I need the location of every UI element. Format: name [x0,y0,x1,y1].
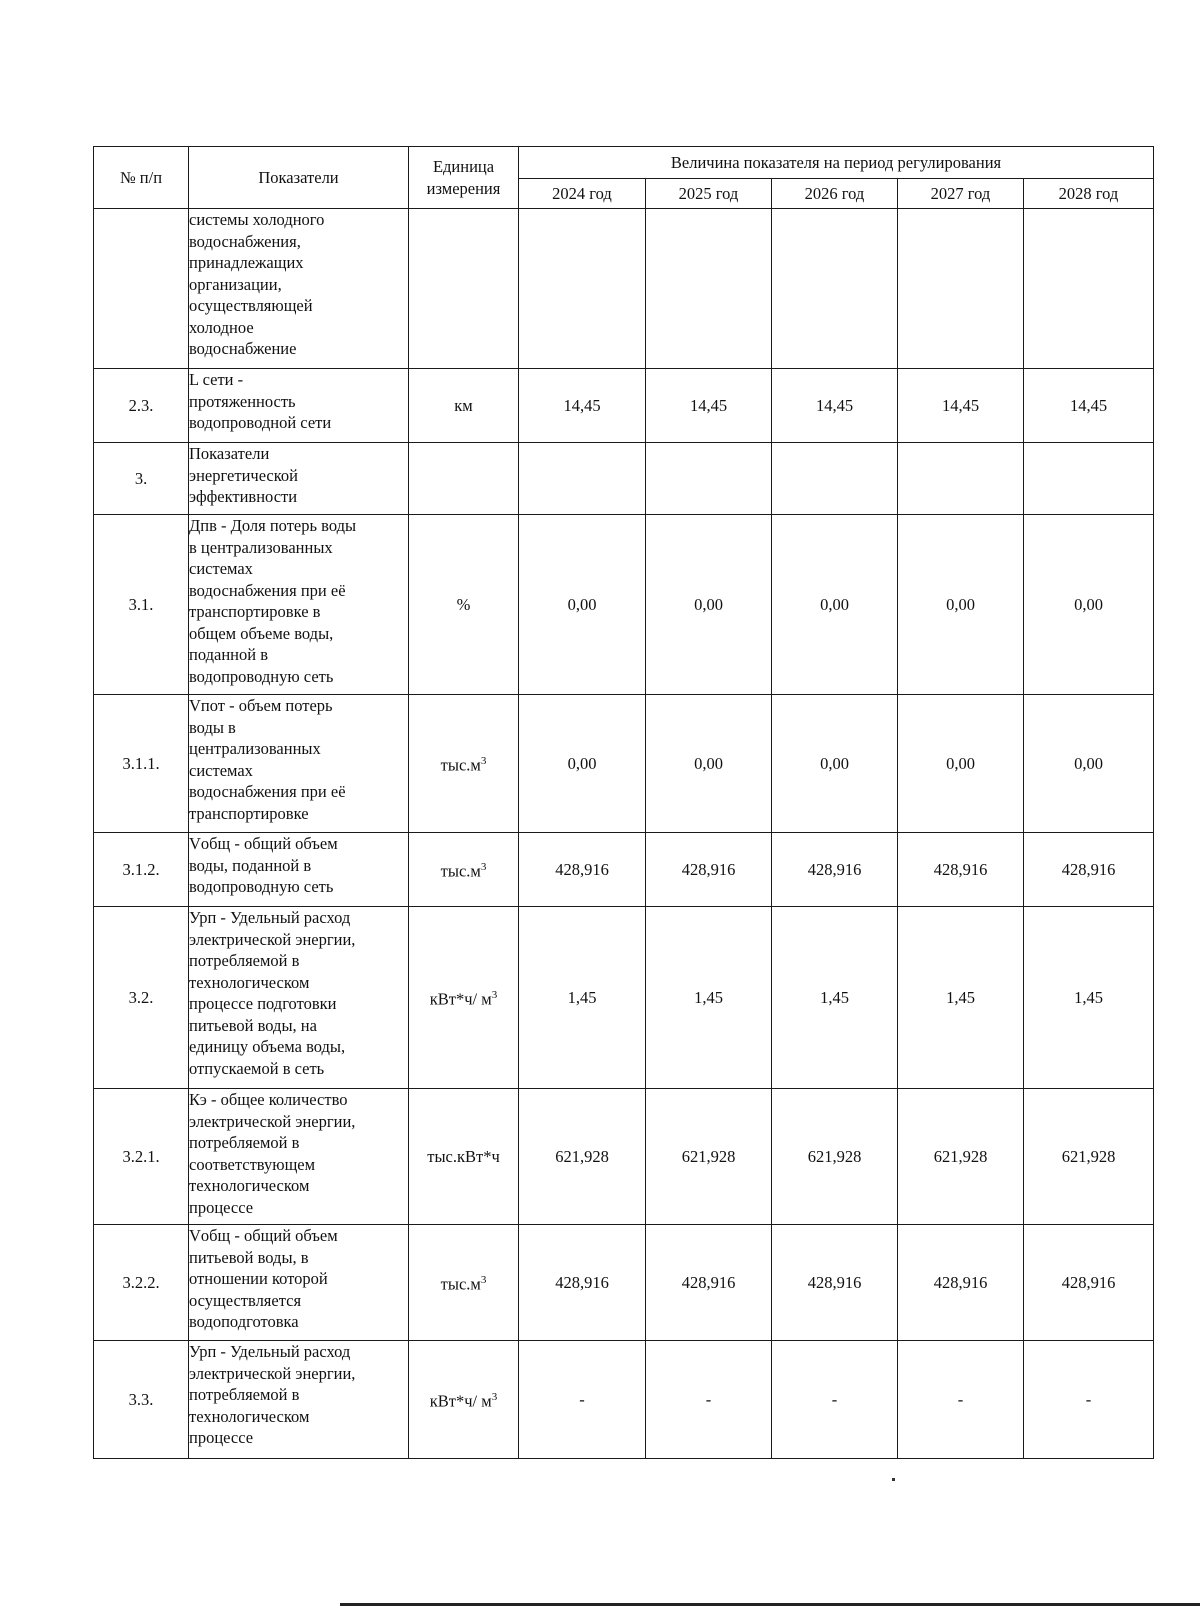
row-unit [409,369,519,443]
indicator-name-line: потребляемой в [189,1385,300,1404]
row-unit [409,1225,519,1341]
indicator-name-line: L сети - [189,370,244,389]
indicator-name-line: холодное [189,317,254,337]
row-unit [409,907,519,1089]
row-number: 3.1. [94,515,189,695]
indicator-name-line: отношении которой [189,1269,328,1288]
row-number: 3.2.1. [94,1089,189,1225]
row-value-2027: 0,00 [898,515,1024,695]
indicator-name-line: системах [189,760,253,780]
row-number: 3.1.1. [94,695,189,833]
indicator-name-line: в централизованных [189,537,333,557]
row-unit [409,695,519,833]
row-value-2027 [898,443,1024,515]
indicator-name-line: водоснабжения при её [189,782,346,801]
table-row [94,369,1154,443]
indicator-name-line: Vобщ - общий объем [189,1226,338,1245]
header-year-2027: 2027 год [898,179,1024,209]
indicator-name-line: транспортировке [189,803,309,823]
row-number: 2.3. [94,369,189,443]
row-value-2024 [519,443,646,515]
indicator-name-line: электрической энергии, [189,929,356,949]
row-number [94,209,189,369]
unit-text: тыс.м [440,1274,481,1294]
indicator-name-line: организации, [189,274,282,294]
indicator-name-line: осуществляется [189,1290,302,1310]
row-unit [409,1341,519,1459]
row-number: 3.3. [94,1341,189,1459]
unit-text: % [456,594,471,614]
row-unit [409,209,519,369]
indicator-name-line: процессе [189,1428,254,1447]
indicator-name-line: водоснабжения, [189,231,301,251]
row-value-2027: 621,928 [898,1089,1024,1225]
row-value-2027: 1,45 [898,907,1024,1089]
row-value-2027: 0,00 [898,695,1024,833]
row-value-2027: - [898,1341,1024,1459]
row-value-2024: 428,916 [519,833,646,907]
row-value-2027: 14,45 [898,369,1024,443]
table-row [94,833,1154,907]
row-value-2024: 14,45 [519,369,646,443]
scan-edge-line [340,1603,1200,1606]
unit-text: кВт*ч/ м [429,1391,492,1411]
indicator-name-line: технологическом [189,1176,310,1195]
row-number: 3. [94,443,189,515]
unit-text: тыс.кВт*ч [427,1146,500,1166]
row-value-2024: 621,928 [519,1089,646,1225]
table-row [94,209,1154,369]
row-value-2025: 1,45 [646,907,772,1089]
row-value-2026 [772,443,898,515]
indicator-name-line: Показатели [189,444,270,463]
row-value-2026: 428,916 [772,1225,898,1341]
table-row [94,1225,1154,1341]
row-value-2028: 428,916 [1024,833,1154,907]
row-value-2028: 1,45 [1024,907,1154,1089]
row-value-2027 [898,209,1024,369]
unit-superscript: 3 [480,1274,487,1286]
scan-dot [892,1478,895,1481]
indicator-name-line: технологическом [189,972,310,992]
header-unit [409,147,519,209]
indicator-name-line: воды, поданной в [189,855,312,875]
row-number: 3.2. [94,907,189,1089]
table-row [94,443,1154,515]
row-value-2026 [772,209,898,369]
row-indicator-name [189,695,409,833]
indicator-name-line: принадлежащих [189,253,304,272]
indicator-name-line: Кэ - общее количество [189,1090,348,1109]
table-row [94,907,1154,1089]
indicator-name-line: Урп - Удельный расход [189,1342,351,1361]
row-indicator-name [189,443,409,515]
row-value-2024 [519,209,646,369]
header-year-2025: 2025 год [646,179,772,209]
row-value-2028 [1024,209,1154,369]
row-value-2028: - [1024,1341,1154,1459]
indicator-name-line: процессе [189,1197,254,1217]
row-unit [409,443,519,515]
header-indicators: Показатели [189,147,409,209]
row-value-2025 [646,443,772,515]
row-value-2026: - [772,1341,898,1459]
indicator-name-line: потребляемой в [189,1133,300,1152]
header-unit-line2: измерения [426,178,501,198]
row-indicator-name [189,1341,409,1459]
unit-superscript: 3 [491,1391,498,1403]
row-value-2027: 428,916 [898,833,1024,907]
indicator-name-line: системах [189,559,253,578]
row-value-2024: 0,00 [519,515,646,695]
indicator-name-line: Дпв - Доля потерь воды [189,516,357,535]
row-value-2025: - [646,1341,772,1459]
indicator-name-line: воды в [189,717,236,737]
row-indicator-name [189,833,409,907]
row-number: 3.1.2. [94,833,189,907]
indicator-name-line: водопроводную сеть [189,666,334,686]
indicator-name-line: общем объеме воды, [189,623,334,643]
indicator-name-line: соответствующем [189,1154,316,1174]
indicator-name-line: электрической энергии, [189,1363,356,1383]
header-year-2028: 2028 год [1024,179,1154,209]
table-row [94,1341,1154,1459]
indicator-name-line: централизованных [189,739,321,758]
unit-text: км [454,395,473,415]
row-indicator-name [189,515,409,695]
indicator-name-line: технологическом [189,1406,310,1426]
table-header [94,147,1154,209]
row-value-2026: 0,00 [772,515,898,695]
header-period: Величина показателя на период регулирования [519,147,1154,179]
header-num: № п/п [94,147,189,209]
indicator-name-line: осуществляющей [189,296,313,315]
table-row [94,695,1154,833]
indicator-name-line: процессе подготовки [189,994,337,1013]
indicator-name-line: эффективности [189,487,298,506]
indicator-name-line: Vобщ - общий объем [189,834,338,853]
row-indicator-name [189,1089,409,1225]
indicator-name-line: водопроводную сеть [189,877,334,896]
row-value-2028: 621,928 [1024,1089,1154,1225]
header-year-2024: 2024 год [519,179,646,209]
row-value-2024: 1,45 [519,907,646,1089]
row-indicator-name [189,209,409,369]
row-value-2025: 0,00 [646,695,772,833]
indicator-name-line: водопроводной сети [189,413,332,432]
unit-text: тыс.м [440,755,481,775]
row-value-2028: 0,00 [1024,515,1154,695]
row-value-2024: 0,00 [519,695,646,833]
unit-superscript: 3 [491,989,498,1001]
row-value-2026: 621,928 [772,1089,898,1225]
indicator-name-line: потребляемой в [189,951,300,970]
row-value-2026: 428,916 [772,833,898,907]
indicator-name-line: системы холодного [189,210,325,229]
indicator-name-line: протяженность [189,391,296,411]
indicator-name-line: водоснабжение [189,339,297,358]
row-number: 3.2.2. [94,1225,189,1341]
indicator-name-line: поданной в [189,645,268,664]
row-value-2026: 14,45 [772,369,898,443]
unit-text: кВт*ч/ м [429,989,492,1009]
header-year-2026: 2026 год [772,179,898,209]
row-value-2024: 428,916 [519,1225,646,1341]
row-value-2028 [1024,443,1154,515]
indicator-name-line: Vпот - объем потерь [189,696,333,715]
row-unit [409,515,519,695]
unit-superscript: 3 [480,755,487,767]
row-value-2025 [646,209,772,369]
indicator-name-line: единицу объема воды, [189,1037,346,1056]
row-value-2025: 428,916 [646,1225,772,1341]
row-indicator-name [189,907,409,1089]
row-value-2025: 428,916 [646,833,772,907]
row-indicator-name [189,369,409,443]
unit-text: тыс.м [440,861,481,881]
row-value-2028: 14,45 [1024,369,1154,443]
indicator-name-line: водоснабжения при её [189,580,346,600]
indicator-name-line: водоподготовка [189,1312,299,1331]
indicator-name-line: транспортировке в [189,602,321,621]
unit-superscript: 3 [480,861,487,873]
header-unit-line1: Единица [432,157,495,176]
indicator-name-line: энергетической [189,465,299,485]
indicator-name-line: питьевой воды, на [189,1015,317,1035]
table-body [94,209,1154,1459]
table-row [94,515,1154,695]
indicator-name-line: Урп - Удельный расход [189,908,351,927]
row-value-2026: 1,45 [772,907,898,1089]
row-indicator-name [189,1225,409,1341]
indicator-name-line: отпускаемой в сеть [189,1058,325,1078]
row-value-2026: 0,00 [772,695,898,833]
row-value-2027: 428,916 [898,1225,1024,1341]
indicator-name-line: питьевой воды, в [189,1247,309,1267]
row-value-2028: 0,00 [1024,695,1154,833]
row-value-2028: 428,916 [1024,1225,1154,1341]
row-value-2025: 14,45 [646,369,772,443]
table-row [94,1089,1154,1225]
row-unit [409,833,519,907]
indicator-name-line: электрической энергии, [189,1111,356,1131]
row-value-2025: 621,928 [646,1089,772,1225]
row-unit [409,1089,519,1225]
row-value-2025: 0,00 [646,515,772,695]
row-value-2024: - [519,1341,646,1459]
indicators-table [93,146,1154,1459]
